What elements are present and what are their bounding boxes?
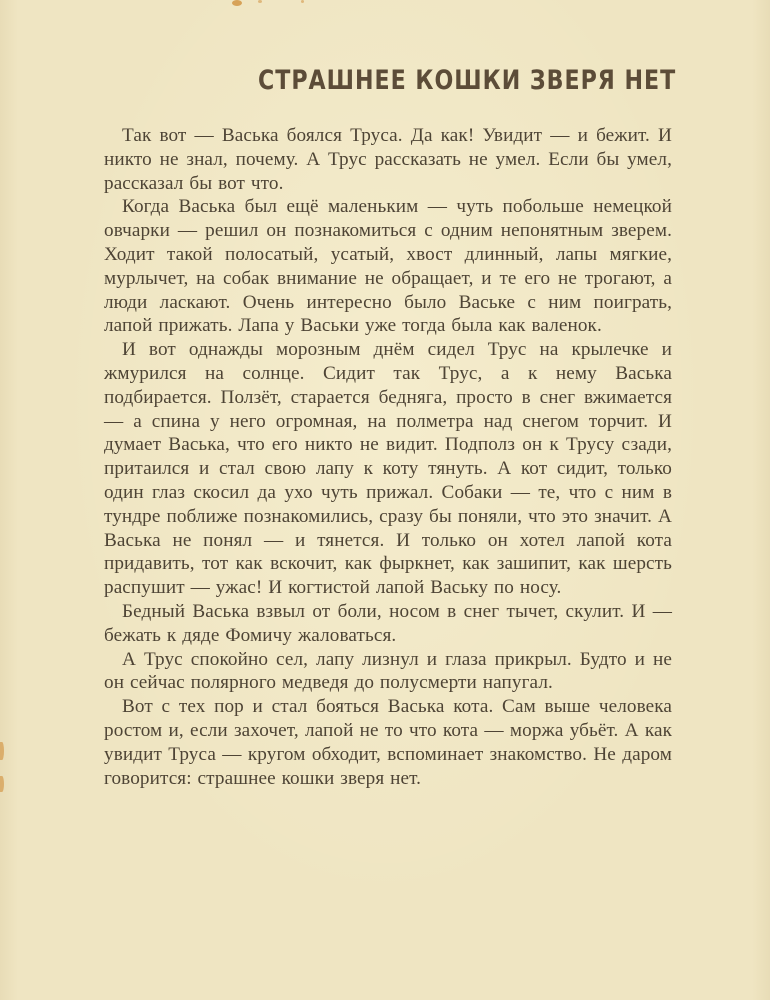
- paper-stain: [258, 0, 262, 3]
- paragraph: Когда Васька был ещё маленьким — чуть побольше немецкой овчарки — решил он познакомиться с одним непонятным зверем. Ходит такой полосатый, усатый, хвост длинный, лапы мягкие, мурлычет, на собак внимание не обращает, и те его не трогают, а люди ласкают. Очень интересно было Ваське с ним поиграть, лапой прижать. Лапа у Васьки уже тогда была как валенок.: [104, 196, 672, 337]
- paragraph: Вот с тех пор и стал бояться Васька кота. Сам выше человека ростом и, если захочет, лапой не то что кота — моржа убьёт. А как увидит Труса — кругом обходит, вспоминает знакомство. Не даром говорится: страшнее кошки зверя нет.: [104, 696, 672, 789]
- paragraph: И вот однажды морозным днём сидел Трус на крылечке и жмурился на солнце. Сидит так Трус, а к нему Васька подбирается. Ползёт, старается бедняга, просто в снег вжимается — а спина у него огромная, на полметра над снегом торчит. И думает Васька, что его никто не видит. Подполз он к Трусу сзади, притаился и стал свою лапу к коту тянуть. А кот сидит, только один глаз скосил да ухо чуть прижал. Собаки — те, что с ним в тундре поближе познакомились, сразу бы поняли, что это значит. А Васька не понял — и тянется. И только он хотел лапой кота придавить, тот как вскочит, как фыркнет, как зашипит, как шерсть распушит — ужас! И когтистой лапой Ваську по носу.: [104, 339, 672, 599]
- chapter-body: [104, 124, 672, 790]
- paragraph: А Трус спокойно сел, лапу лизнул и глаза прикрыл. Будто и не он сейчас полярного медведя до полусмерти напугал.: [104, 648, 672, 694]
- paper-stain: [232, 0, 242, 6]
- chapter-title: СТРАШНЕЕ КОШКИ ЗВЕРЯ НЕТ: [258, 65, 677, 96]
- paragraph: Бедный Васька взвыл от боли, носом в снег тычет, скулит. И — бежать к дяде Фомичу жаловаться.: [104, 600, 672, 646]
- paper-stain: [0, 742, 4, 760]
- paper-stain: [301, 0, 304, 3]
- paragraph: Так вот — Васька боялся Труса. Да как! Увидит — и бежит. И никто не знал, почему. А Трус рассказать не умел. Если бы умел, рассказал бы вот что.: [104, 125, 672, 194]
- paper-stain: [0, 776, 4, 792]
